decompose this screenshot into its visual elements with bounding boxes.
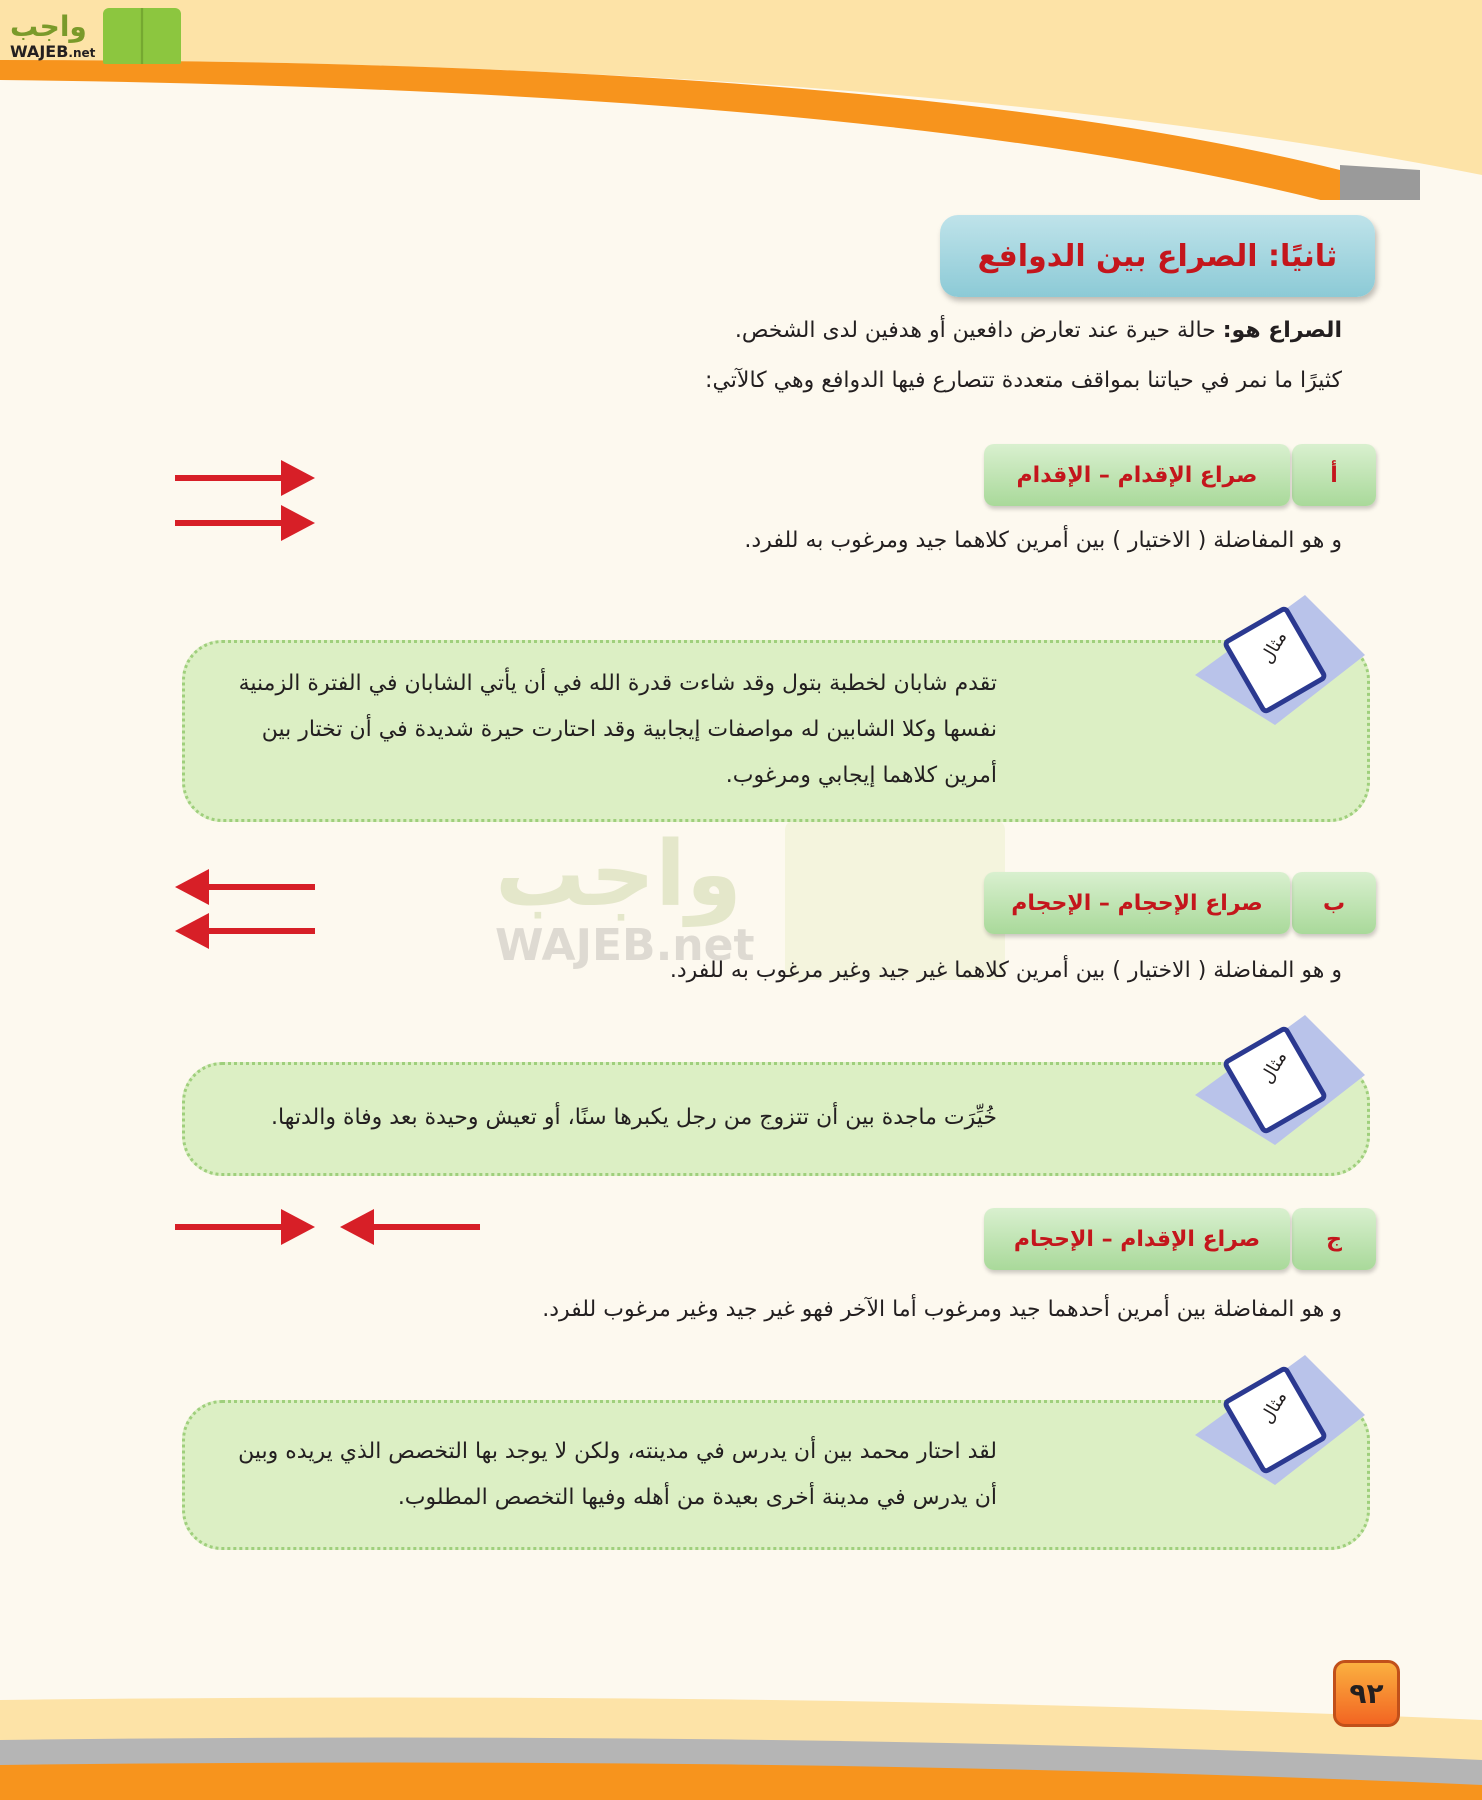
header-decoration (0, 0, 1482, 200)
book-icon (103, 8, 181, 64)
example-tag: مثال (1256, 627, 1292, 668)
arrow-right-icon (175, 520, 285, 526)
arrow-left-icon (205, 884, 315, 890)
section-a-label: صراع الإقدام – الإقدام (984, 444, 1290, 506)
logo (10, 8, 181, 64)
example-tag: مثال (1256, 1387, 1292, 1428)
section-c-label: صراع الإقدام – الإحجام (984, 1208, 1290, 1270)
page-number: ٩٢ (1333, 1660, 1400, 1727)
example-clipboard-icon (1195, 1015, 1365, 1145)
example-clipboard-icon (1195, 595, 1365, 725)
section-c-letter: ج (1292, 1208, 1376, 1270)
logo-latin: WAJEB (10, 41, 69, 61)
arrow-left-icon (205, 928, 315, 934)
section-title: ثانيًا: الصراع بين الدوافع (977, 238, 1338, 274)
section-b-letter: ب (1292, 872, 1376, 934)
logo-arabic: واجب (10, 9, 87, 43)
section-c-desc: و هو المفاضلة بين أمرين أحدهما جيد ومرغوب أما الآخر فهو غير جيد وغير مرغوب للفرد. (542, 1297, 1342, 1322)
example-tag: مثال (1256, 1047, 1292, 1088)
example-clipboard-icon (1195, 1355, 1365, 1485)
arrow-left-icon (370, 1224, 480, 1230)
section-a-desc: و هو المفاضلة ( الاختيار ) بين أمرين كلاهما جيد ومرغوب به للفرد. (744, 528, 1342, 553)
example-box-b (182, 1062, 1370, 1176)
example-text: تقدم شابان لخطبة بتول وقد شاءت قدرة الله في أن يأتي الشابان في الفترة الزمنية نفسها وكلا الشابين له مواصفات إيجابية وقد احتارت حيرة شديدة في أن تختار بين أمرين كلاهما إيجابي ومرغوب. (238, 671, 997, 788)
definition (735, 318, 1342, 343)
example-text: خُيِّرَت ماجدة بين أن تتزوج من رجل يكبرها سنًا، أو تعيش وحيدة بعد وفاة والدتها. (271, 1105, 997, 1130)
section-a-letter: أ (1292, 444, 1376, 506)
footer-decoration (0, 1690, 1482, 1800)
intro-text: كثيرًا ما نمر في حياتنا بمواقف متعددة تتصارع فيها الدوافع وهي كالآتي: (705, 368, 1342, 393)
definition-term: الصراع هو: (1222, 318, 1342, 343)
section-b-label: صراع الإحجام – الإحجام (984, 872, 1290, 934)
example-text: لقد احتار محمد بين أن يدرس في مدينته، ولكن لا يوجد بها التخصص الذي يريده وبين أن يدرس في مدينة أخرى بعيدة من أهله وفيها التخصص المطلوب. (238, 1439, 997, 1510)
section-b-desc: و هو المفاضلة ( الاختيار ) بين أمرين كلاهما غير جيد وغير مرغوب به للفرد. (669, 958, 1342, 983)
watermark: واجب WAJEB.net (495, 820, 1005, 980)
arrow-right-icon (175, 1224, 285, 1230)
definition-text: حالة حيرة عند تعارض دافعين أو هدفين لدى الشخص. (734, 318, 1223, 343)
example-box-a (182, 640, 1370, 822)
section-title-box (940, 215, 1375, 297)
arrow-right-icon (175, 475, 285, 481)
logo-suffix: .net (68, 45, 96, 60)
example-box-c (182, 1400, 1370, 1550)
